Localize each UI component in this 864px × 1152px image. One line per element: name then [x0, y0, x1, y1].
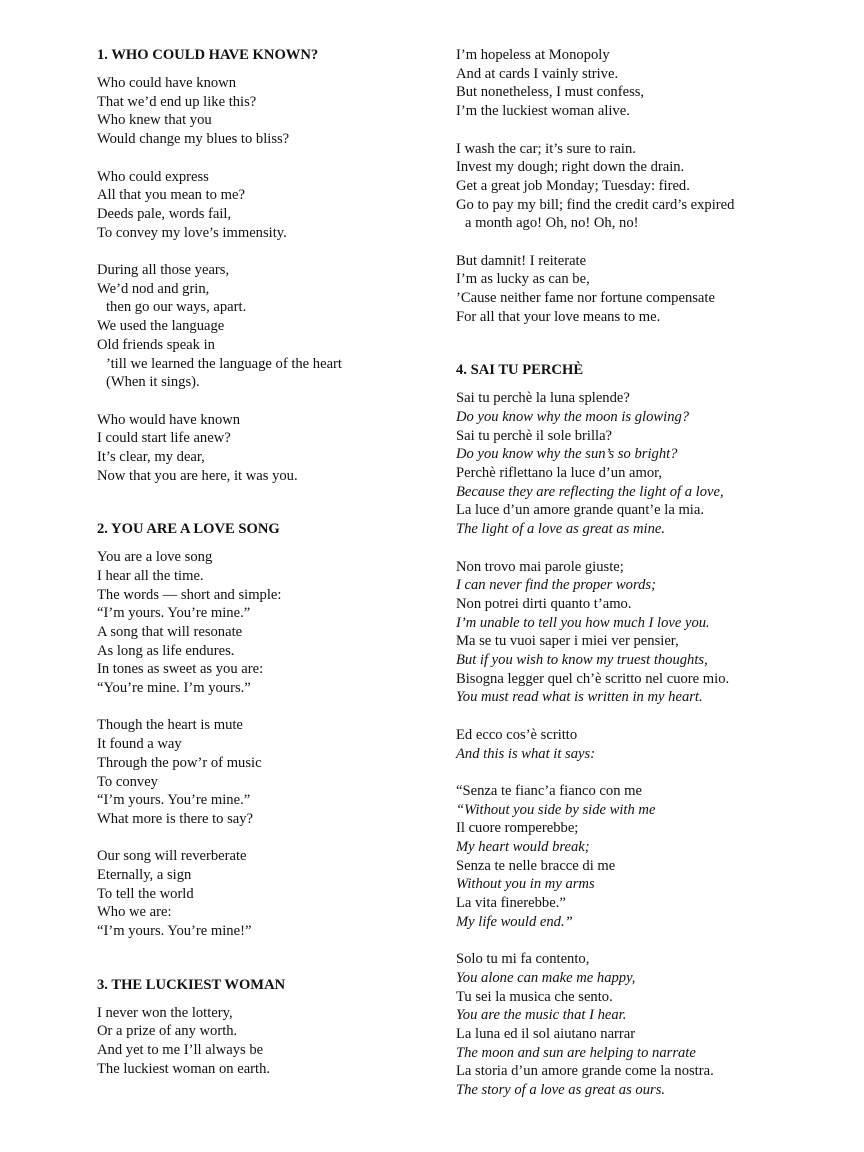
- lyric-line: It’s clear, my dear,: [97, 449, 205, 466]
- song-you-are-a-love-song: [97, 520, 427, 941]
- lyric-line: In tones as sweet as you are:: [97, 661, 264, 678]
- lyric-line: We used the language: [97, 318, 225, 335]
- lyric-line: Solo tu mi fa contento,: [456, 951, 590, 968]
- lyric-line: “I’m yours. You’re mine.”: [97, 792, 251, 809]
- translation-line: The moon and sun are helping to narrate: [456, 1044, 696, 1061]
- lyric-line: Senza te nelle bracce di me: [456, 857, 616, 874]
- stanza: [456, 252, 846, 327]
- lyric-line: Deeds pale, words fail,: [97, 205, 232, 222]
- translation-line: “Without you side by side with me: [456, 801, 656, 818]
- lyric-line: All that you mean to me?: [97, 187, 245, 204]
- lyric-line: It found a way: [97, 736, 182, 753]
- lyric-line: What more is there to say?: [97, 810, 254, 827]
- lyric-line: Tu sei la musica che sento.: [456, 988, 613, 1005]
- lyric-line: Who knew that you: [97, 112, 212, 129]
- song-the-luckiest-woman: [97, 976, 427, 1079]
- translation-line: Do you know why the moon is glowing?: [456, 408, 690, 425]
- right-column: [456, 46, 846, 1119]
- song-the-luckiest-woman-continued: [456, 46, 846, 327]
- stanza: [456, 389, 846, 539]
- lyric-line: Sai tu perchè la luna splende?: [456, 390, 630, 407]
- lyric-line: We’d nod and grin,: [97, 280, 210, 297]
- lyric-line: La storia d’un amore grande come la nostra.: [456, 1063, 714, 1080]
- lyric-line: Perchè riflettano la luce d’un amor,: [456, 465, 663, 482]
- song-title: 1. WHO COULD HAVE KNOWN?: [97, 47, 319, 63]
- translation-line: The story of a love as great as ours.: [456, 1082, 666, 1099]
- song-title: 4. SAI TU PERCHÈ: [456, 362, 584, 379]
- lyric-line: (When it sings).: [106, 374, 200, 391]
- lyric-line: “You’re mine. I’m yours.”: [97, 680, 251, 697]
- translation-line: The light of a love as great as mine.: [456, 521, 666, 538]
- lyric-line: Eternally, a sign: [97, 867, 192, 884]
- lyric-line: Ma se tu vuoi saper i miei ver pensier,: [456, 633, 679, 650]
- stanza: [97, 168, 427, 243]
- lyric-line: ’till we learned the language of the heart: [106, 355, 342, 372]
- lyric-line: But nonetheless, I must confess,: [456, 84, 645, 101]
- stanza: [97, 716, 427, 828]
- translation-line: You are the music that I hear.: [456, 1007, 627, 1024]
- translation-line: You must read what is written in my heart.: [456, 689, 703, 706]
- translation-line: You alone can make me happy,: [456, 969, 636, 986]
- lyric-line: La luna ed il sol aiutano narrar: [456, 1026, 636, 1043]
- lyric-line: Who could have known: [97, 75, 237, 91]
- translation-line: My heart would break;: [456, 839, 590, 856]
- translation-line: I’m unable to tell you how much I love you.: [456, 614, 710, 631]
- stanza: [97, 411, 427, 486]
- lyric-line: For all that your love means to me.: [456, 308, 661, 325]
- lyric-line: Who could express: [97, 168, 209, 185]
- stanza: [456, 950, 846, 1100]
- lyric-line: Who would have known: [97, 411, 241, 428]
- lyric-line: Il cuore romperebbe;: [456, 820, 579, 837]
- lyric-line: And yet to me I’ll always be: [97, 1041, 264, 1058]
- translation-line: I can never find the proper words;: [456, 577, 656, 594]
- lyric-line: A song that will resonate: [97, 623, 243, 640]
- lyric-line: To convey: [97, 773, 158, 790]
- lyric-line: “I’m yours. You’re mine.”: [97, 605, 251, 622]
- translation-line: My life would end.”: [456, 913, 573, 930]
- lyric-line: Ed ecco cos’è scritto: [456, 726, 578, 743]
- lyric-line: I hear all the time.: [97, 567, 204, 584]
- song-sai-tu-perche: [456, 361, 846, 1100]
- lyric-line: But damnit! I reiterate: [456, 252, 587, 269]
- lyric-line: During all those years,: [97, 262, 230, 278]
- lyric-line: I’m hopeless at Monopoly: [456, 47, 610, 63]
- lyric-line: Go to pay my bill; find the credit card’s expired: [456, 196, 735, 213]
- lyric-line: Or a prize of any worth.: [97, 1023, 238, 1040]
- lyric-line: “I’m yours. You’re mine!”: [97, 923, 252, 940]
- lyric-line: I wash the car; it’s sure to rain.: [456, 140, 636, 157]
- lyric-line: La luce d’un amore grande quant’e la mia.: [456, 502, 704, 519]
- lyric-line: And at cards I vainly strive.: [456, 65, 619, 82]
- lyric-line: The words — short and simple:: [97, 586, 282, 603]
- stanza: [456, 726, 846, 763]
- lyric-line: I could start life anew?: [97, 430, 231, 447]
- song-title: 2. YOU ARE A LOVE SONG: [97, 521, 280, 538]
- lyric-line: Through the pow’r of music: [97, 754, 262, 771]
- stanza: [97, 847, 427, 941]
- lyric-line: Non potrei dirti quanto t’amo.: [456, 595, 632, 612]
- stanza: [97, 74, 427, 149]
- translation-line: But if you wish to know my truest thoughts,: [456, 652, 708, 669]
- translation-line: Do you know why the sun’s so bright?: [456, 446, 678, 463]
- lyric-line: Sai tu perchè il sole brilla?: [456, 427, 613, 444]
- lyric-line: To convey my love’s immensity.: [97, 224, 287, 241]
- lyric-line: The luckiest woman on earth.: [97, 1060, 271, 1077]
- stanza: [97, 548, 427, 698]
- lyric-line: I never won the lottery,: [97, 1004, 233, 1021]
- lyric-line: That we’d end up like this?: [97, 93, 257, 110]
- lyric-line: You are a love song: [97, 549, 213, 566]
- lyric-line: ’Cause neither fame nor fortune compensate: [456, 290, 715, 307]
- lyric-line: Who we are:: [97, 904, 172, 921]
- lyric-line: then go our ways, apart.: [106, 299, 247, 316]
- stanza: [97, 1004, 427, 1079]
- lyric-line: Invest my dough; right down the drain.: [456, 159, 685, 176]
- stanza: [456, 782, 846, 932]
- lyric-line: Now that you are here, it was you.: [97, 467, 298, 484]
- lyric-line: Bisogna legger quel ch’è scritto nel cuore mio.: [456, 670, 730, 687]
- lyric-line: La vita finerebbe.”: [456, 895, 566, 912]
- translation-line: Without you in my arms: [456, 876, 595, 893]
- lyric-line: Would change my blues to bliss?: [97, 131, 290, 148]
- stanza: [456, 558, 846, 708]
- lyric-line: To tell the world: [97, 885, 194, 902]
- lyric-line: “Senza te fianc’a fianco con me: [456, 782, 642, 799]
- stanza: [456, 140, 846, 234]
- lyric-line: Get a great job Monday; Tuesday: fired.: [456, 177, 690, 194]
- lyric-line: Though the heart is mute: [97, 717, 243, 734]
- lyric-line: I’m as lucky as can be,: [456, 271, 590, 288]
- stanza: [97, 261, 427, 392]
- lyric-line: Non trovo mai parole giuste;: [456, 558, 624, 575]
- left-column: [97, 46, 427, 1097]
- stanza: [456, 46, 846, 121]
- lyric-line: a month ago! Oh, no! Oh, no!: [465, 215, 639, 232]
- lyric-line: As long as life endures.: [97, 642, 235, 659]
- lyric-line: Old friends speak in: [97, 336, 215, 353]
- song-who-could-have-known: [97, 46, 427, 485]
- lyric-line: I’m the luckiest woman alive.: [456, 103, 630, 120]
- lyric-line: Our song will reverberate: [97, 848, 247, 865]
- song-title: 3. THE LUCKIEST WOMAN: [97, 976, 286, 993]
- translation-line: And this is what it says:: [456, 745, 596, 762]
- translation-line: Because they are reflecting the light of a love,: [456, 483, 724, 500]
